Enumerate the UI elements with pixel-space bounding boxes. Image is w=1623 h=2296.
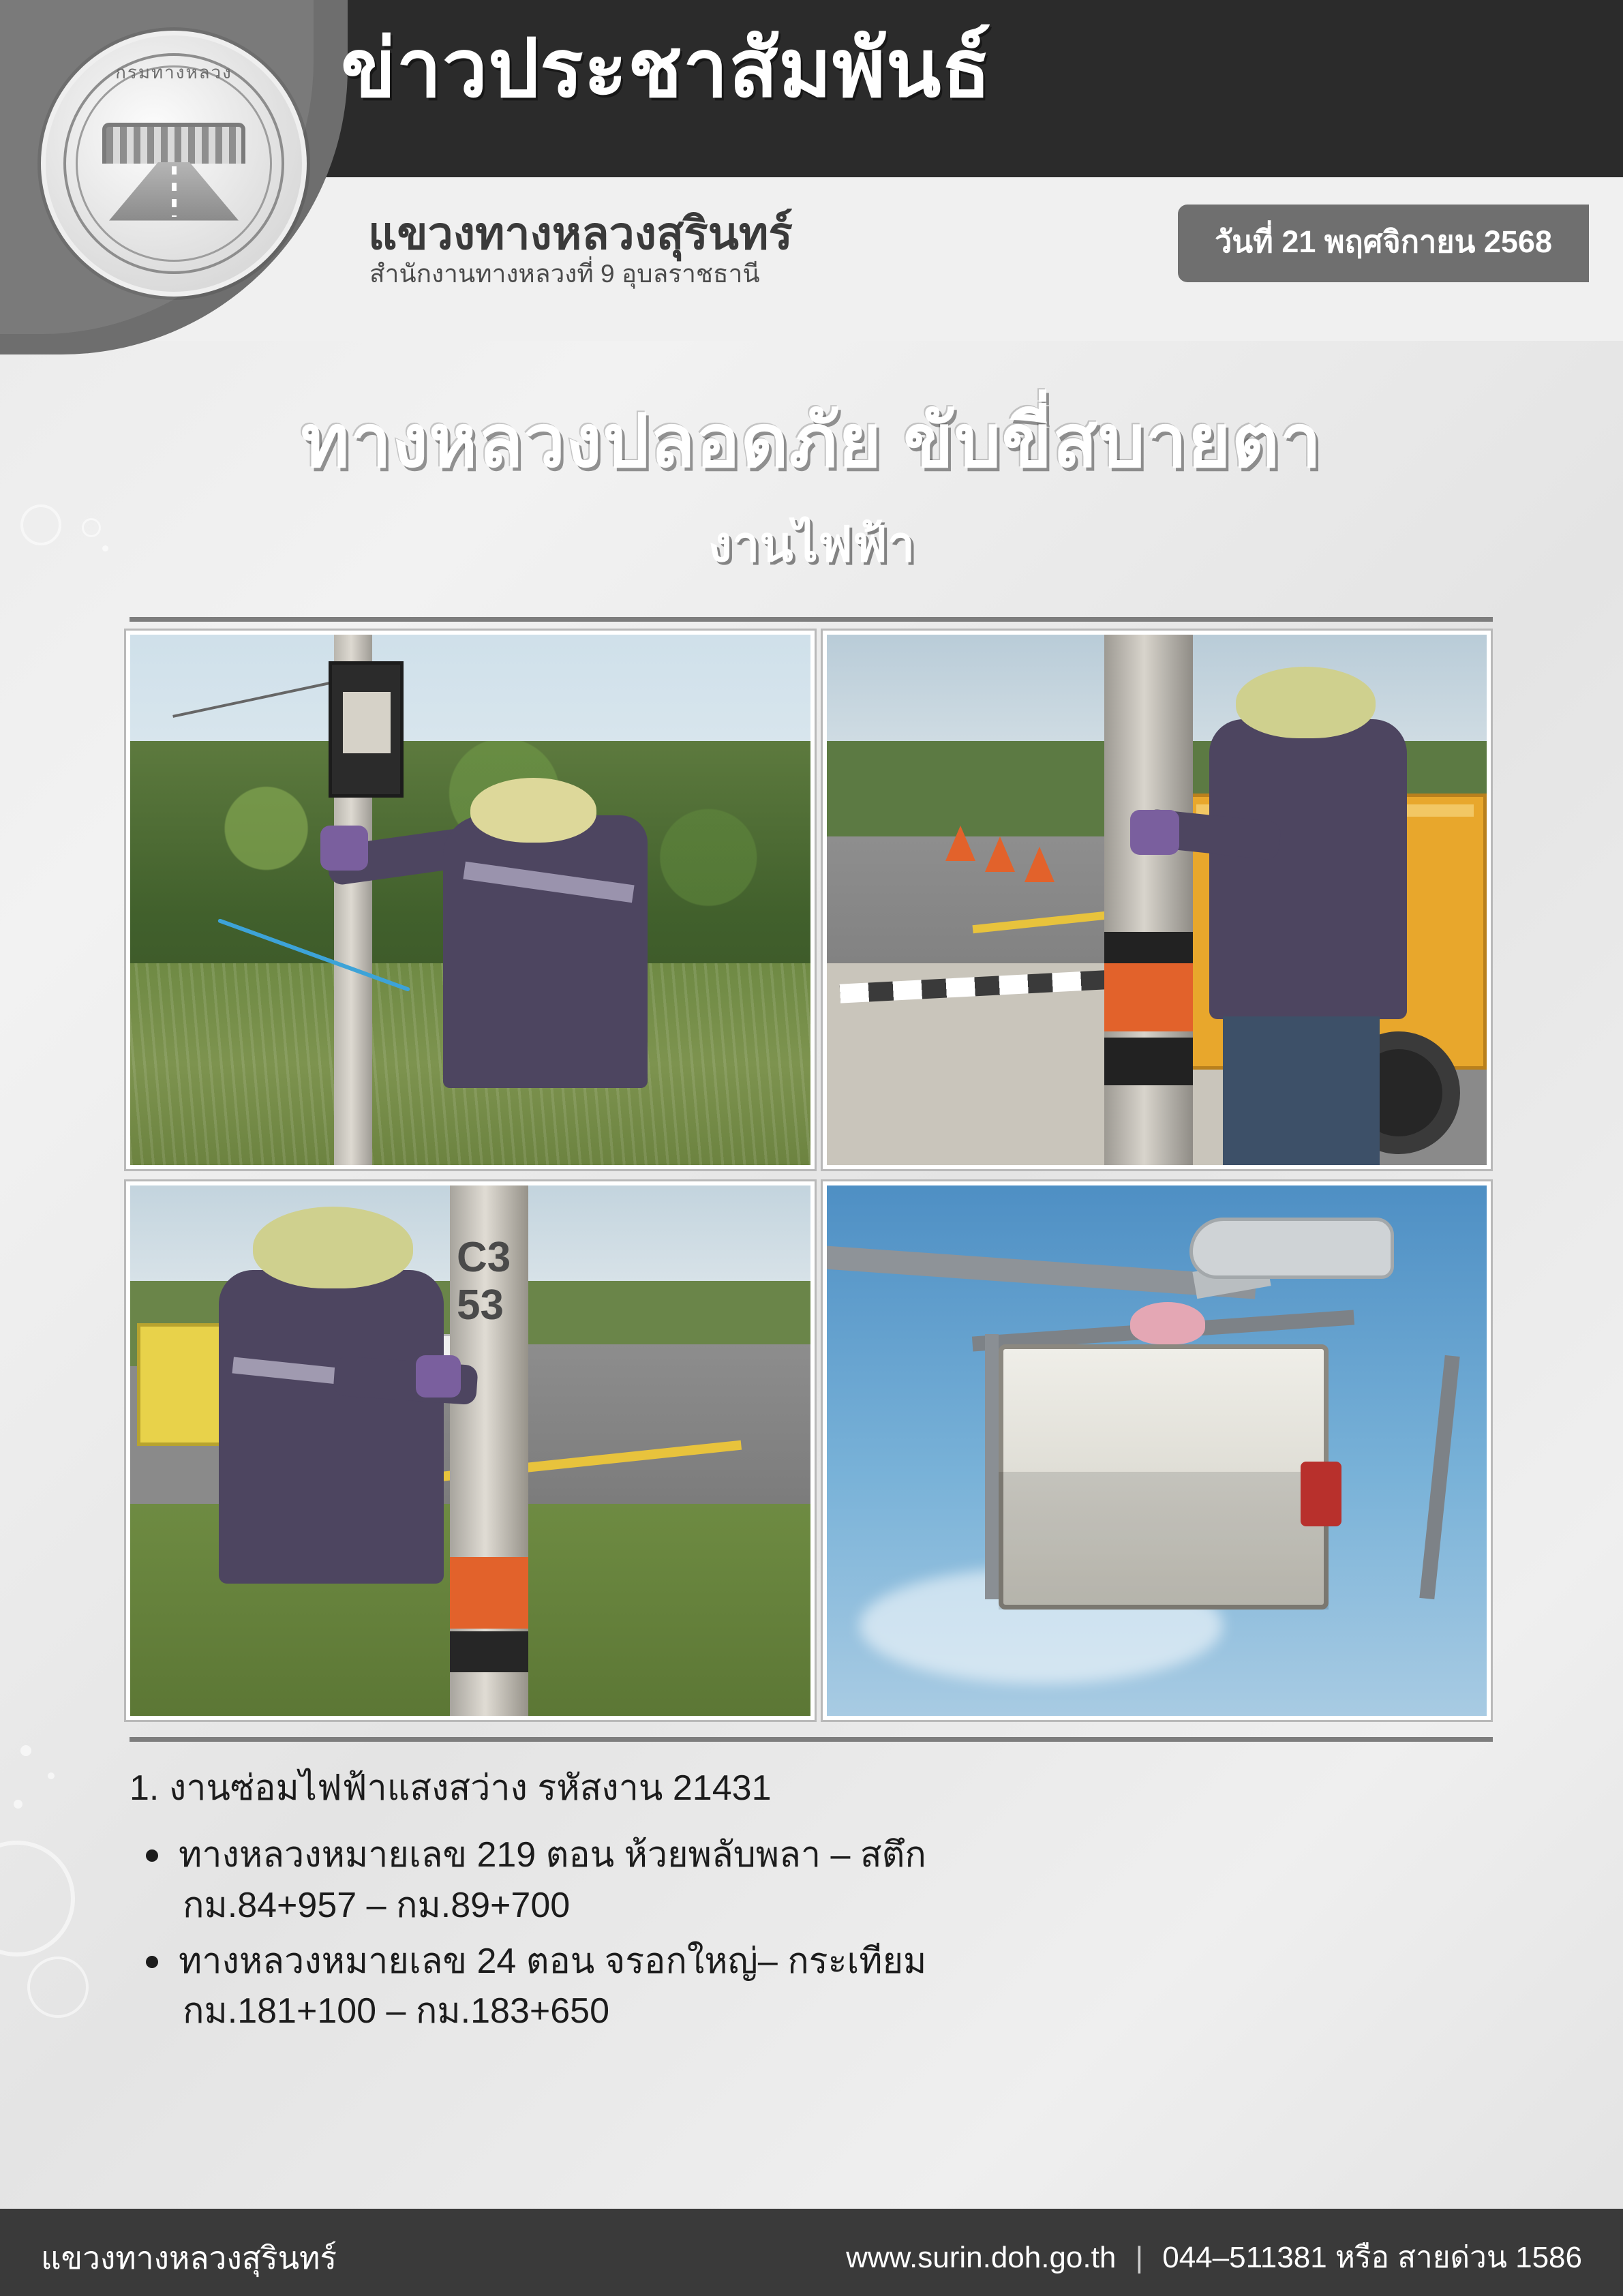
date-badge: วันที่ 21 พฤศจิกายน 2568 [1178, 205, 1589, 282]
content-block [130, 1759, 1527, 2042]
road-icon [109, 162, 239, 221]
footer-separator: | [1135, 2241, 1143, 2274]
decorative-dot [48, 1772, 55, 1779]
divider-top [130, 617, 1493, 622]
headline-main: ทางหลวงปลอดภัย ขับขี่สบายตา [301, 399, 1322, 482]
decorative-dot [20, 1745, 31, 1756]
photo-bucket-lift-streetlight [823, 1181, 1491, 1720]
footer-contact [846, 2233, 1582, 2281]
photo-worker-pole-c3 [126, 1181, 815, 1720]
content-bullet-list [179, 1830, 1527, 2037]
photo-worker-control-box [126, 631, 815, 1169]
poster-header [0, 0, 1623, 341]
pole-code-line2: 53 [457, 1282, 504, 1329]
footer-organization: แขวงทางหลวงสุรินทร์ [41, 2240, 337, 2276]
bullet-dot-icon [146, 1849, 158, 1862]
page-title: ข่าวประชาสัมพันธ์ [341, 24, 992, 114]
organization-parent: สำนักงานทางหลวงที่ 9 อุบลราชธานี [369, 260, 760, 288]
logo-top-text: กรมทางหลวง [115, 62, 232, 82]
list-item [179, 1937, 1527, 2038]
decorative-circle [0, 1841, 75, 1957]
photo-worker-pole-truck [823, 631, 1491, 1169]
content-line-1: 1. งานซ่อมไฟฟ้าแสงสว่าง รหัสงาน 21431 [130, 1768, 772, 1808]
bridge-icon [102, 123, 245, 164]
km-label: กม.84+957 – กม.89+700 [183, 1885, 571, 1925]
logo-emblem [102, 115, 245, 224]
poster-footer [0, 2209, 1623, 2296]
photo-grid [126, 631, 1496, 1720]
pole-code-line1: C3 [457, 1234, 511, 1282]
route-label: ทางหลวงหมายเลข 219 ตอน ห้วยพลับพลา – สตึก [179, 1835, 926, 1875]
organization-name: แขวงทางหลวงสุรินทร์ [368, 208, 793, 258]
divider-bottom [130, 1737, 1493, 1742]
department-of-highways-logo-icon [41, 31, 307, 297]
bullet-dot-icon [146, 1956, 158, 1968]
footer-phone: 044–511381 หรือ สายด่วน 1586 [1162, 2241, 1582, 2274]
list-item [179, 1830, 1527, 1931]
decorative-circle [27, 1957, 89, 2018]
headline-sub: งานไฟฟ้า [708, 517, 915, 572]
footer-website[interactable]: www.surin.doh.go.th [846, 2241, 1117, 2274]
km-label: กม.181+100 – กม.183+650 [183, 1991, 610, 2031]
route-label: ทางหลวงหมายเลข 24 ตอน จรอกใหญ่– กระเทียม [179, 1941, 927, 1981]
decorative-dot [14, 1800, 22, 1809]
